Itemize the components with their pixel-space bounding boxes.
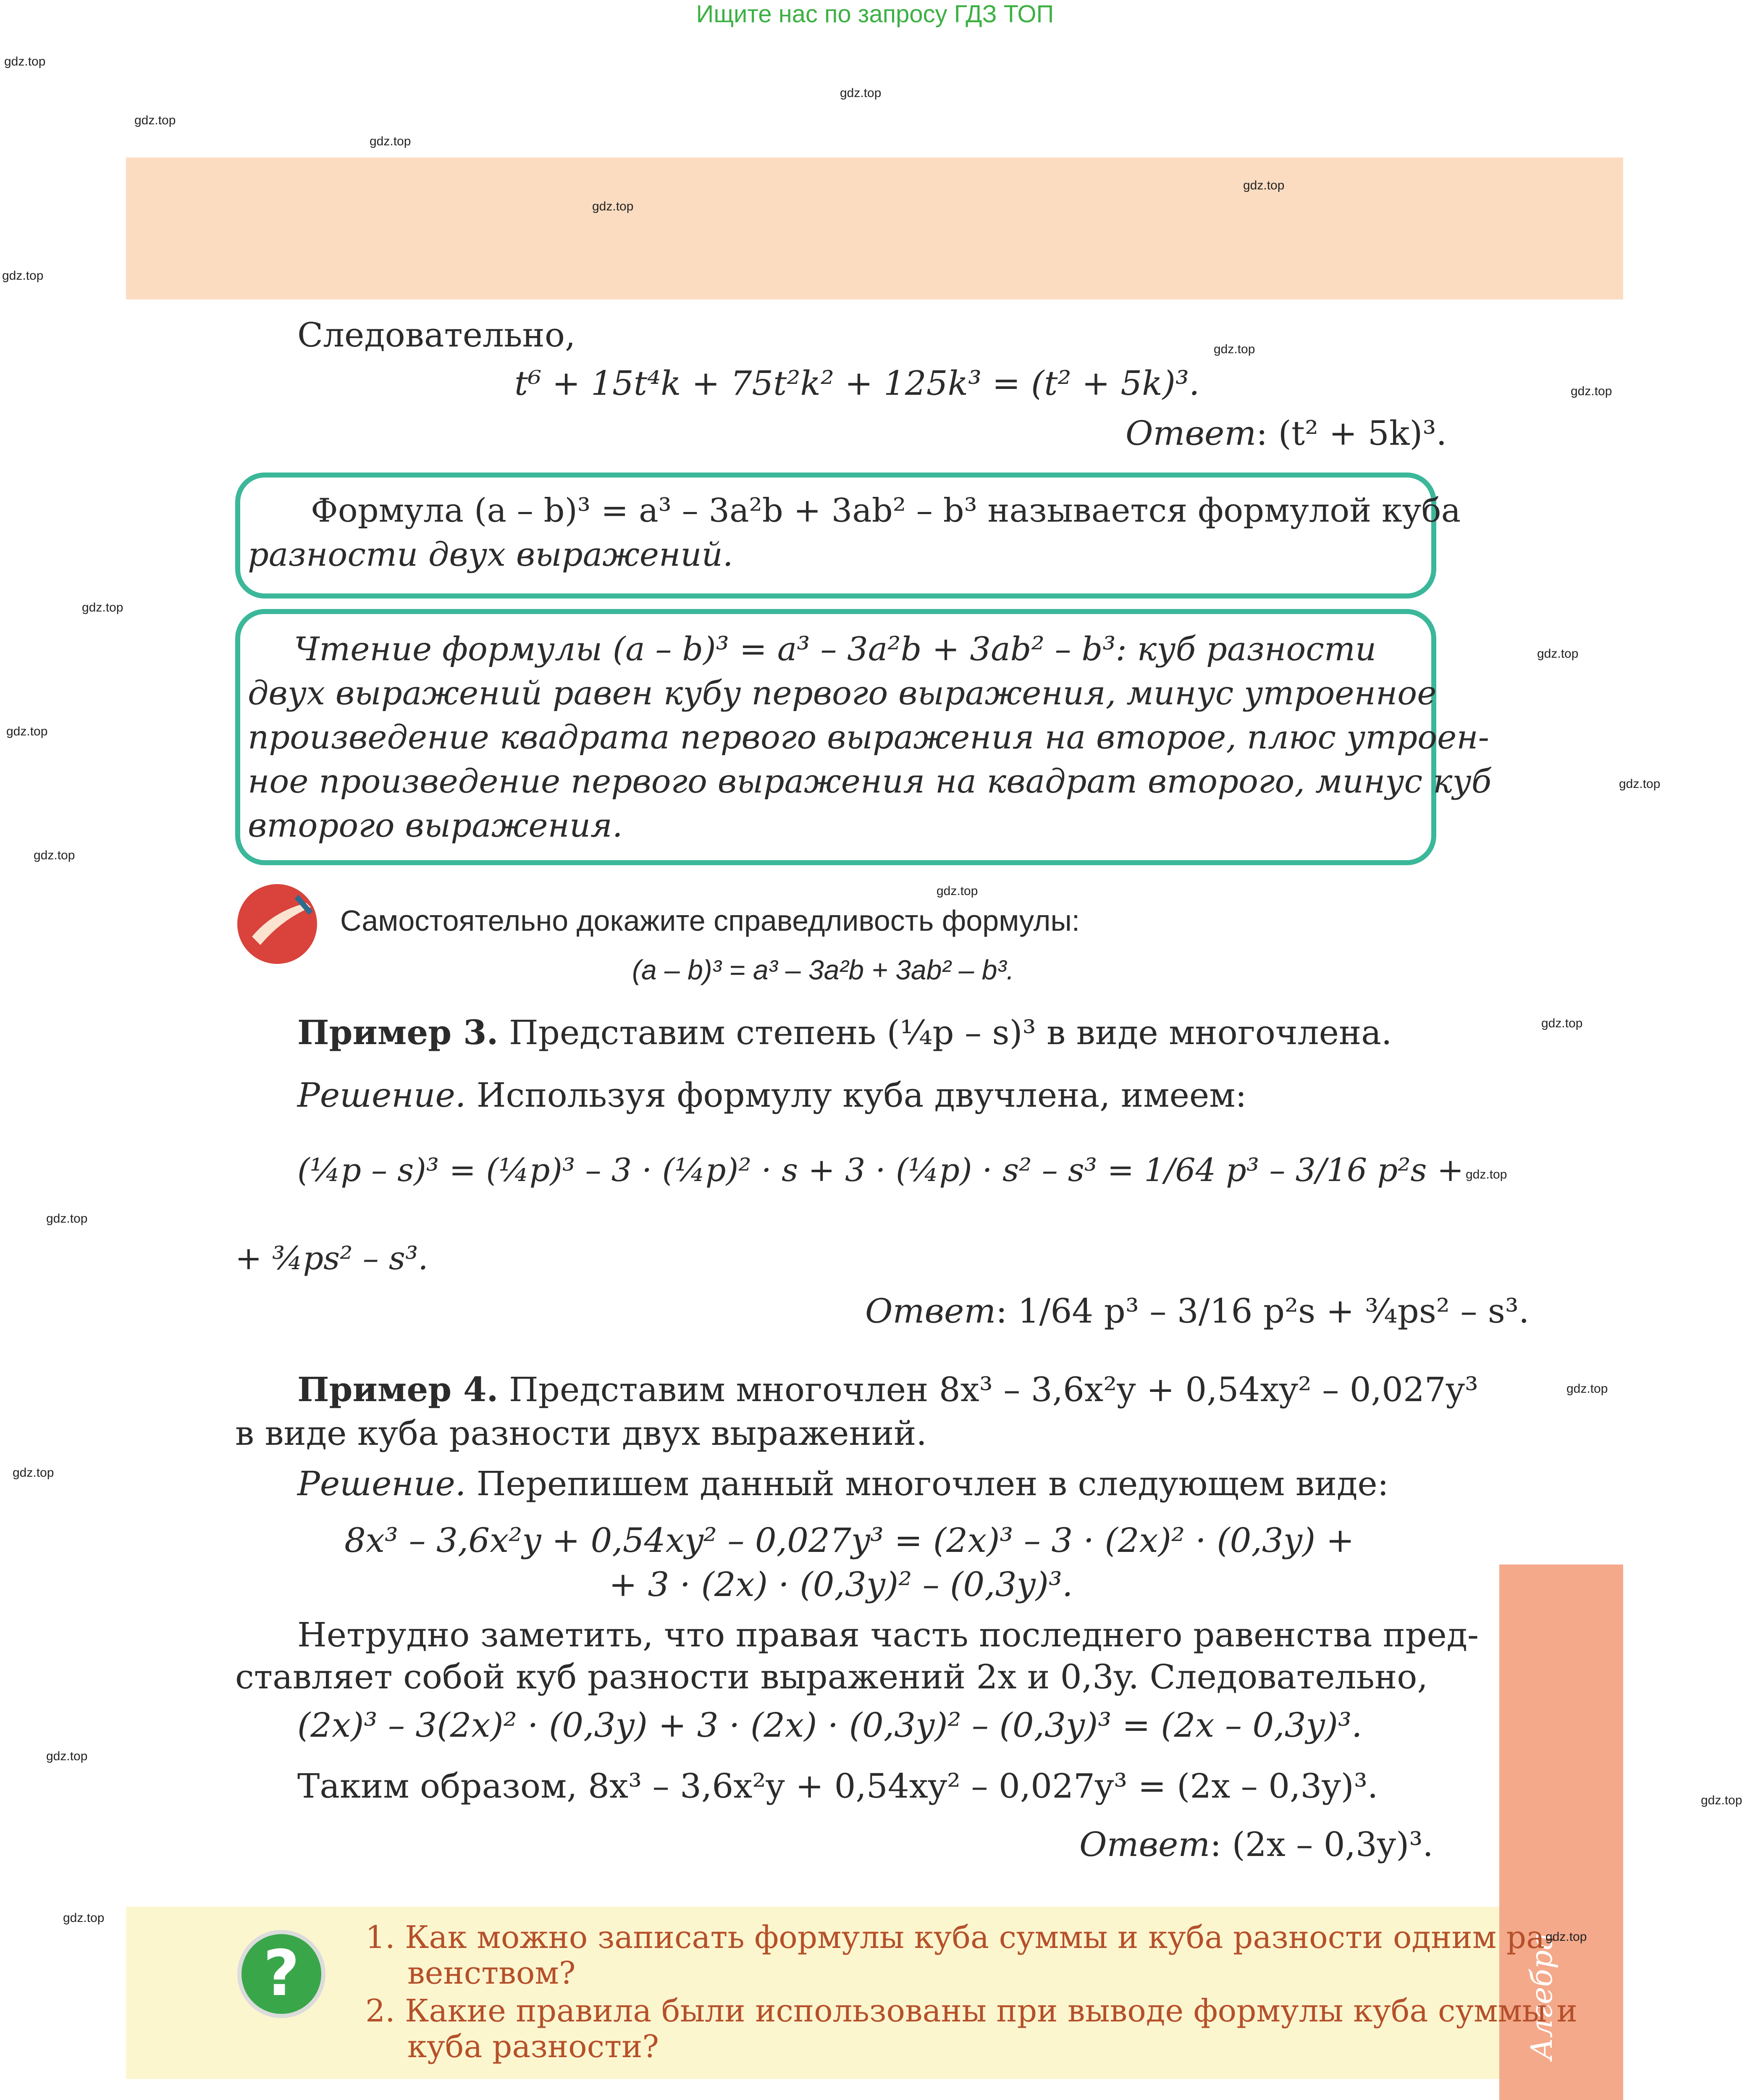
formula-line: + ¾ps² – s³. xyxy=(235,1239,428,1277)
header-band xyxy=(126,158,1623,299)
watermark: gdz.top xyxy=(1571,384,1612,398)
answer-label: Ответ xyxy=(865,1292,996,1331)
watermark: gdz.top xyxy=(840,86,882,100)
solution-text: Используя формулу куба двучлена, имеем: xyxy=(476,1076,1247,1115)
example-label: Пример 4. xyxy=(297,1370,499,1409)
answer-line xyxy=(865,1292,1529,1331)
solution-label: Решение. xyxy=(297,1464,466,1503)
text-line: Таким образом, 8x³ – 3,6x²y + 0,54xy² – 0,027y³ = (2x – 0,3y)³. xyxy=(297,1767,1378,1806)
watermark: gdz.top xyxy=(1566,1382,1608,1396)
watermark: gdz.top xyxy=(46,1212,88,1226)
example-text: Представим степень (¼p – s)³ в виде многочлена. xyxy=(509,1013,1392,1052)
reading-line: произведение квадрата первого выражения на второе, плюс утроен- xyxy=(248,719,1490,756)
text-line: в виде куба разности двух выражений. xyxy=(235,1414,927,1453)
example-4-line xyxy=(297,1369,1478,1410)
watermark: gdz.top xyxy=(6,724,48,738)
watermark: gdz.top xyxy=(1537,647,1579,661)
solution-label: Решение. xyxy=(297,1076,466,1115)
solution-text: Перепишем данный многочлен в следующем виде: xyxy=(476,1464,1389,1503)
text-line: Нетрудно заметить, что правая часть последнего равенства пред- xyxy=(297,1615,1479,1654)
definition-line: разности двух выражений. xyxy=(248,536,733,574)
watermark: gdz.top xyxy=(592,200,634,213)
answer-label: Ответ xyxy=(1126,414,1257,453)
text-line: ставляет собой куб разности выражений 2x и 0,3y. Следовательно, xyxy=(235,1657,1428,1696)
watermark: gdz.top xyxy=(1541,1016,1583,1030)
answer-line xyxy=(1079,1825,1433,1864)
answer-value: : (t² + 5k)³. xyxy=(1256,414,1447,453)
watermark: gdz.top xyxy=(1466,1168,1507,1181)
side-label: Алгебра xyxy=(1524,1932,1559,2060)
text-line: Следовательно, xyxy=(297,315,576,354)
definition-line: Формула (a – b)³ = a³ – 3a²b + 3ab² – b³ называется формулой куба xyxy=(311,492,1461,530)
formula-line: (¼p – s)³ = (¼p)³ – 3 · (¼p)² · s + 3 · (¼p) · s² – s³ = 1/64 p³ – 3/16 p²s + xyxy=(297,1151,1464,1189)
top-banner[interactable]: Ищите нас по запросу ГДЗ ТОП xyxy=(696,0,1054,28)
watermark: gdz.top xyxy=(1701,1793,1742,1807)
question-2: 2. Какие правила были использованы при выводе формулы куба суммы и xyxy=(365,1993,1577,2029)
formula-line: + 3 · (2x) · (0,3y)² – (0,3y)³. xyxy=(609,1565,1073,1604)
watermark: gdz.top xyxy=(4,55,46,68)
self-check-formula: (a – b)³ = a³ – 3a²b + 3ab² – b³. xyxy=(632,954,1014,985)
reading-line: ное произведение первого выражения на квадрат второго, минус куб xyxy=(248,763,1492,801)
watermark: gdz.top xyxy=(370,134,411,148)
watermark: gdz.top xyxy=(937,884,978,898)
watermark: gdz.top xyxy=(1619,777,1661,791)
reading-line: двух выражений равен кубу первого выражения, минус утроенное xyxy=(248,675,1437,712)
watermark: gdz.top xyxy=(34,848,75,862)
watermark: gdz.top xyxy=(2,269,44,283)
solution-line xyxy=(297,1075,1246,1116)
example-3-line xyxy=(297,1012,1392,1053)
answer-line xyxy=(1126,414,1447,453)
answer-label: Ответ xyxy=(1079,1825,1210,1864)
reading-line: второго выражения. xyxy=(248,807,623,845)
formula-line: 8x³ – 3,6x²y + 0,54xy² – 0,027y³ = (2x)³ – 3 · (2x)² · (0,3y) + xyxy=(344,1521,1354,1560)
watermark: gdz.top xyxy=(1545,1930,1587,1944)
self-check-text: Самостоятельно докажите справедливость формулы: xyxy=(340,904,1080,937)
watermark: gdz.top xyxy=(1214,342,1255,356)
question-1-cont: венством? xyxy=(407,1955,576,1991)
formula-line: t⁶ + 15t⁴k + 75t²k² + 125k³ = (t² + 5k)³. xyxy=(514,364,1200,403)
solution-line xyxy=(297,1464,1389,1504)
answer-value: : (2x – 0,3y)³. xyxy=(1210,1825,1433,1864)
example-label: Пример 3. xyxy=(297,1013,499,1052)
question-icon xyxy=(235,1928,328,2020)
formula-line: (2x)³ – 3(2x)² · (0,3y) + 3 · (2x) · (0,3y)² – (0,3y)³ = (2x – 0,3y)³. xyxy=(297,1706,1362,1745)
watermark: gdz.top xyxy=(82,601,123,614)
watermark: gdz.top xyxy=(46,1749,88,1763)
example-text: Представим многочлен 8x³ – 3,6x²y + 0,54xy² – 0,027y³ xyxy=(509,1370,1478,1409)
pen-hand-icon xyxy=(235,882,328,966)
question-2-cont: куба разности? xyxy=(407,2029,659,2065)
svg-text:?: ? xyxy=(263,1937,300,2010)
watermark: gdz.top xyxy=(63,1911,105,1925)
watermark: gdz.top xyxy=(1243,178,1285,192)
watermark: gdz.top xyxy=(13,1466,54,1480)
question-1: 1. Как можно записать формулы куба суммы и куба разности одним ра- xyxy=(365,1919,1556,1956)
answer-value: : 1/64 p³ – 3/16 p²s + ¾ps² – s³. xyxy=(996,1292,1530,1331)
reading-line: Чтение формулы (a – b)³ = a³ – 3a²b + 3ab² – b³: куб разности xyxy=(294,630,1377,668)
watermark: gdz.top xyxy=(134,113,176,127)
